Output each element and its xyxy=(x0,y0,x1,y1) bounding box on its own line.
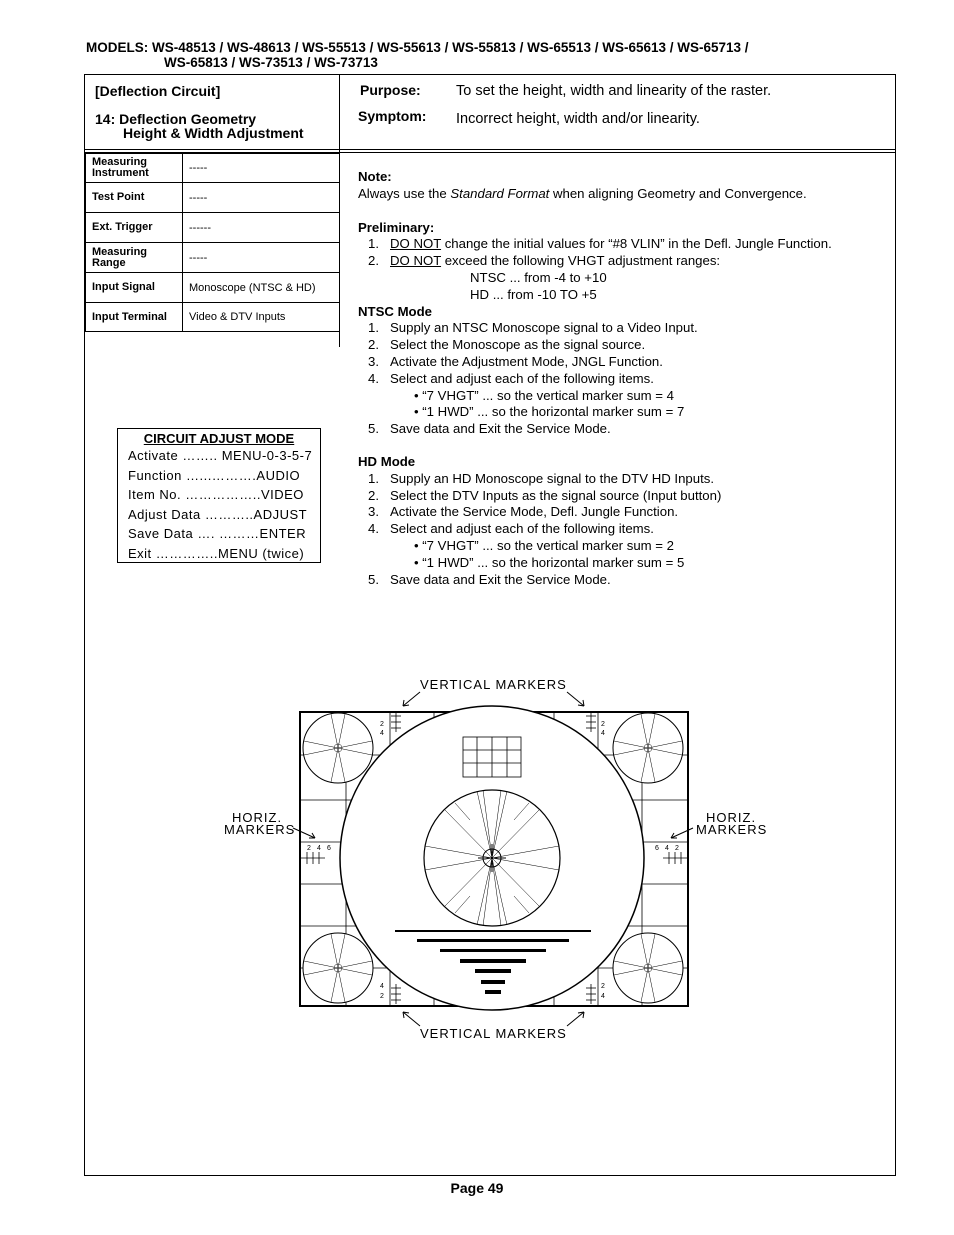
section-title-line-2: Height & Width Adjustment xyxy=(123,125,304,141)
step-text: Select and adjust each of the following items. xyxy=(390,370,654,386)
circuit-adjust-row: Exit …………..MENU (twice) xyxy=(128,545,305,561)
step-text: Supply an HD Monoscope signal to the DTV HD Inputs. xyxy=(390,470,714,486)
ext-trigger-value: ------ xyxy=(183,213,340,243)
input-signal-value: Monoscope (NTSC & HD) xyxy=(183,273,340,303)
step-number: 3. xyxy=(368,353,379,369)
models-line-2: WS-65813 / WS-73513 / WS-73713 xyxy=(164,55,378,70)
tick-label: 4 xyxy=(665,845,669,852)
note-text xyxy=(358,186,888,203)
circuit-adjust-row: Activate …….. MENU-0-3-5-7 xyxy=(128,448,313,463)
hd-sub-item: • “7 VHGT” ... so the vertical marker sum = 2 xyxy=(414,537,675,553)
measurement-table xyxy=(85,153,340,332)
preliminary-label: Preliminary: xyxy=(358,219,435,235)
ext-trigger-label: Ext. Trigger xyxy=(86,213,183,243)
step-number: 2. xyxy=(368,253,379,269)
tick-label: 2 xyxy=(675,845,679,852)
do-not-emphasis: DO NOT xyxy=(390,253,442,269)
test-point-value: ----- xyxy=(183,183,340,213)
instructions xyxy=(358,169,888,588)
step-number: 4. xyxy=(368,521,379,537)
preliminary-step-2 xyxy=(358,253,888,270)
hd-step xyxy=(358,488,888,505)
section-title-line-1: 14: Deflection Geometry xyxy=(95,111,257,127)
tick-label: 2 xyxy=(380,721,384,728)
hd-step xyxy=(358,504,888,521)
step-text: exceed the following VHGT adjustment ranges: xyxy=(441,253,721,269)
section-category: [Deflection Circuit] xyxy=(95,83,221,99)
tick-label: 2 xyxy=(601,983,605,990)
table-row xyxy=(86,213,340,243)
tick-label: 4 xyxy=(601,993,605,1000)
hd-sub-item: • “1 HWD” ... so the horizontal marker sum = 5 xyxy=(414,554,685,570)
step-number: 2. xyxy=(368,337,379,353)
purpose-text: To set the height, width and linearity of the raster. xyxy=(456,83,772,99)
horiz-markers-right-label-2: MARKERS xyxy=(696,822,768,837)
step-text: Save data and Exit the Service Mode. xyxy=(390,571,611,587)
symptom-text: Incorrect height, width and/or linearity. xyxy=(456,111,700,127)
step-number: 1. xyxy=(368,470,379,486)
table-row xyxy=(86,243,340,273)
step-number: 5. xyxy=(368,571,379,587)
range-ntsc: NTSC ... from -4 to +10 xyxy=(470,269,607,285)
hd-mode-label: HD Mode xyxy=(358,453,416,469)
circuit-adjust-row: Save Data …. ………ENTER xyxy=(128,526,307,541)
input-terminal-value: Video & DTV Inputs xyxy=(183,303,340,332)
circuit-adjust-row: Adjust Data ………..ADJUST xyxy=(128,506,308,522)
preliminary-step-1 xyxy=(358,236,888,253)
tick-label: 2 xyxy=(601,721,605,728)
note-pre: Always use the xyxy=(358,185,451,201)
step-number: 4. xyxy=(368,370,379,386)
circuit-adjust-row: Function …...……….AUDIO xyxy=(128,467,301,483)
ntsc-step xyxy=(358,421,888,438)
step-text: Activate the Service Mode, Defl. Jungle Function. xyxy=(390,504,679,520)
symptom-label: Symptom: xyxy=(358,108,427,124)
horiz-markers-left-label-2: MARKERS xyxy=(224,822,296,837)
hd-step xyxy=(358,521,888,538)
circuit-adjust-mode-box xyxy=(117,428,321,563)
horiz-markers-right-label-1: HORIZ. xyxy=(706,810,757,825)
hd-step xyxy=(358,471,888,488)
step-text: change the initial values for “#8 VLIN” in the Defl. Jungle Function. xyxy=(441,236,832,252)
models-line-1: MODELS: WS-48513 / WS-48613 / WS-55513 / WS-55613 / WS-55813 / WS-65513 / WS-65613 / WS-65713 / xyxy=(86,40,749,55)
circuit-adjust-row: Item No. ……………..VIDEO xyxy=(128,487,304,502)
step-text: Save data and Exit the Service Mode. xyxy=(390,421,611,437)
ntsc-step xyxy=(358,320,888,337)
input-terminal-label: Input Terminal xyxy=(86,303,183,332)
note-label: Note: xyxy=(358,169,392,184)
tick-label: 2 xyxy=(307,845,311,852)
ntsc-step xyxy=(358,354,888,371)
table-row xyxy=(86,183,340,213)
ntsc-sub-item: • “7 VHGT” ... so the vertical marker sum = 4 xyxy=(414,387,675,403)
models-header xyxy=(86,40,886,70)
note-emphasis: Standard Format xyxy=(450,185,550,201)
step-number: 5. xyxy=(368,421,379,437)
table-row xyxy=(86,273,340,303)
input-signal-label: Input Signal xyxy=(86,273,183,303)
table-row xyxy=(86,154,340,183)
tick-label: 6 xyxy=(327,845,331,852)
tick-label: 4 xyxy=(380,983,384,990)
vertical-markers-bottom-label: VERTICAL MARKERS xyxy=(420,1026,567,1041)
step-text: Supply an NTSC Monoscope signal to a Video Input. xyxy=(390,320,698,336)
tick-label: 4 xyxy=(380,730,384,737)
horiz-markers-left-label-1: HORIZ. xyxy=(232,810,283,825)
step-text: Select the DTV Inputs as the signal source (Input button) xyxy=(390,487,722,503)
ntsc-sub-item: • “1 HWD” ... so the horizontal marker sum = 7 xyxy=(414,404,685,420)
ntsc-step xyxy=(358,371,888,388)
step-number: 1. xyxy=(368,236,379,252)
ntsc-mode-label: NTSC Mode xyxy=(358,303,432,319)
vertical-markers-top-label: VERTICAL MARKERS xyxy=(420,677,567,692)
table-row xyxy=(86,303,340,332)
measuring-instrument-label: Measuring Instrument xyxy=(86,154,183,183)
hd-step xyxy=(358,572,888,589)
step-text: Select and adjust each of the following items. xyxy=(390,521,654,537)
test-point-label: Test Point xyxy=(86,183,183,213)
circuit-adjust-title: CIRCUIT ADJUST MODE xyxy=(143,431,295,446)
ntsc-step xyxy=(358,337,888,354)
step-number: 3. xyxy=(368,504,379,520)
step-text: Select the Monoscope as the signal source. xyxy=(390,337,646,353)
note-post: when aligning Geometry and Convergence. xyxy=(549,185,807,201)
tick-label: 6 xyxy=(655,845,659,852)
tick-label: 4 xyxy=(601,730,605,737)
step-text: Activate the Adjustment Mode, JNGL Function. xyxy=(390,353,663,369)
step-number: 2. xyxy=(368,487,379,503)
page-number: Page 49 xyxy=(450,1180,504,1196)
measuring-range-label: Measuring Range xyxy=(86,243,183,273)
step-number: 1. xyxy=(368,320,379,336)
purpose-label: Purpose: xyxy=(360,82,421,98)
range-hd: HD ... from -10 TO +5 xyxy=(470,286,597,302)
do-not-emphasis: DO NOT xyxy=(390,236,442,252)
tick-label: 4 xyxy=(317,845,321,852)
measuring-range-value: ----- xyxy=(183,243,340,273)
tick-label: 2 xyxy=(380,993,384,1000)
header-divider-1 xyxy=(85,149,896,150)
measuring-instrument-value: ----- xyxy=(183,154,340,183)
monoscope-pattern-diagram xyxy=(215,670,775,1050)
